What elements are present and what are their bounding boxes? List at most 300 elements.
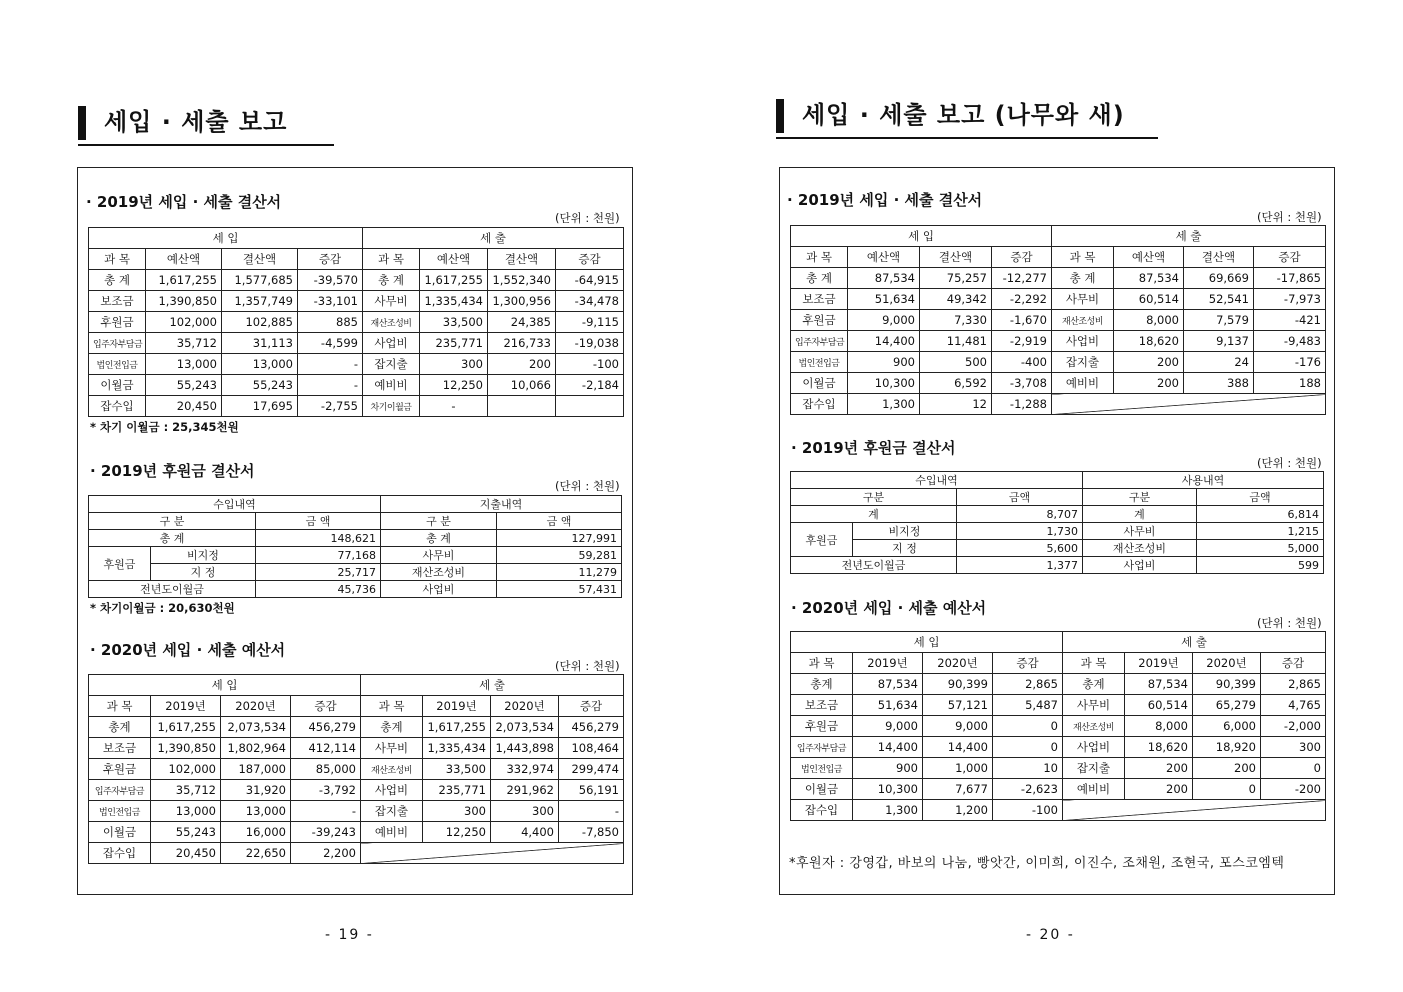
column-header: 증감	[993, 653, 1063, 674]
table-cell: -33,101	[298, 291, 363, 312]
donation-column-row	[89, 513, 622, 530]
table-cell: 예비비	[1063, 779, 1125, 800]
table-cell: 885	[298, 312, 363, 333]
table-cell: 2,865	[993, 674, 1063, 695]
table-cell: -64,915	[556, 270, 624, 291]
left-settlement-table	[88, 227, 624, 417]
table-cell: 사무비	[361, 738, 423, 759]
table-cell: 35,712	[146, 333, 222, 354]
table-cell: 이월금	[89, 822, 151, 843]
column-header: 증감	[1254, 247, 1326, 268]
left-heading-text: 세입 · 세출 보고	[104, 108, 288, 136]
right-budget-title: · 2020년 세입 · 세출 예산서	[791, 599, 987, 617]
table-cell: 102,000	[151, 759, 221, 780]
table-cell: 전년도이월금	[791, 557, 957, 574]
table-cell: 1,357,749	[222, 291, 298, 312]
column-header: 금액	[957, 489, 1083, 506]
table-cell: 지 정	[853, 540, 957, 557]
expense-group-header: 세 출	[1063, 632, 1326, 653]
table-cell: 잡지출	[1063, 758, 1125, 779]
table-cell: 14,400	[853, 737, 923, 758]
column-header: 예산액	[848, 247, 920, 268]
table-cell: 잡수입	[791, 394, 848, 415]
empty-diagonal-cell	[1052, 394, 1326, 415]
table-cell: 25,717	[256, 564, 381, 581]
table-cell: 10,066	[488, 375, 556, 396]
table-cell: 5,600	[957, 540, 1083, 557]
group-header-row	[791, 632, 1326, 653]
table-cell: 412,114	[291, 738, 361, 759]
left-unit-label-1: (단위 : 천원)	[555, 211, 620, 225]
left-donation-table	[88, 495, 622, 598]
table-cell: 9,000	[923, 716, 993, 737]
table-row	[89, 738, 624, 759]
table-cell: 11,481	[920, 331, 992, 352]
table-cell: 235,771	[423, 780, 491, 801]
table-cell: -1,670	[992, 310, 1052, 331]
heading-bar	[776, 99, 784, 133]
table-cell: 87,534	[853, 674, 923, 695]
column-header: 결산액	[222, 249, 298, 270]
table-cell: 35,712	[151, 780, 221, 801]
table-cell: 60,514	[1125, 695, 1193, 716]
right-donation-table	[790, 471, 1324, 574]
column-header: 과 목	[89, 249, 146, 270]
table-cell: 200	[488, 354, 556, 375]
heading-underline	[78, 144, 334, 146]
table-cell: 사무비	[363, 291, 420, 312]
table-cell: 17,695	[222, 396, 298, 417]
table-cell: 127,991	[497, 530, 622, 547]
table-cell: 13,000	[222, 354, 298, 375]
table-cell: 90,399	[923, 674, 993, 695]
table-cell: 보조금	[791, 289, 848, 310]
table-cell: -9,483	[1254, 331, 1326, 352]
table-row	[89, 354, 624, 375]
table-cell: 잡수입	[89, 396, 146, 417]
table-cell: 총계	[89, 717, 151, 738]
left-page-heading	[78, 102, 287, 140]
table-cell: 사업비	[361, 780, 423, 801]
table-cell: 200	[1193, 758, 1261, 779]
table-cell: -	[291, 801, 361, 822]
table-cell: 14,400	[923, 737, 993, 758]
table-cell: 잡지출	[1052, 352, 1114, 373]
empty-diagonal-cell	[1063, 800, 1326, 821]
table-cell: -2,919	[992, 331, 1052, 352]
table-cell: -39,570	[298, 270, 363, 291]
table-cell: 200	[1114, 352, 1184, 373]
table-cell: 재산조성비	[1052, 310, 1114, 331]
column-header: 금액	[1197, 489, 1324, 506]
table-row	[791, 779, 1326, 800]
column-header: 2019년	[423, 696, 491, 717]
table-cell: 2,073,534	[491, 717, 559, 738]
table-cell: 22,650	[221, 843, 291, 864]
table-row	[791, 394, 1326, 415]
table-cell: 10,300	[848, 373, 920, 394]
table-cell: 300	[420, 354, 488, 375]
table-cell: 전년도이월금	[89, 581, 256, 598]
column-header-row	[791, 247, 1326, 268]
table-cell: 55,243	[151, 822, 221, 843]
table-cell: 75,257	[920, 268, 992, 289]
table-cell: 사무비	[1052, 289, 1114, 310]
table-cell: 잡지출	[363, 354, 420, 375]
table-row	[791, 737, 1326, 758]
table-cell: 9,000	[848, 310, 920, 331]
table-cell: 1,000	[923, 758, 993, 779]
table-cell: 20,450	[146, 396, 222, 417]
table-cell: 비지정	[853, 523, 957, 540]
table-cell: 69,669	[1184, 268, 1254, 289]
table-row	[89, 530, 622, 547]
column-header: 예산액	[146, 249, 222, 270]
column-header: 증감	[1261, 653, 1326, 674]
table-cell: 55,243	[146, 375, 222, 396]
right-heading-text: 세입 · 세출 보고 (나무와 새)	[802, 101, 1125, 129]
column-header: 증감	[556, 249, 624, 270]
group-header-row	[791, 226, 1326, 247]
table-cell: 87,534	[1125, 674, 1193, 695]
table-cell: 57,121	[923, 695, 993, 716]
spending-header: 지출내역	[381, 496, 622, 513]
table-row	[89, 581, 622, 598]
table-cell: 200	[1125, 758, 1193, 779]
table-cell: 51,634	[853, 695, 923, 716]
table-cell: 55,243	[222, 375, 298, 396]
table-cell: 388	[1184, 373, 1254, 394]
table-cell: 재산조성비	[363, 312, 420, 333]
table-cell: 사업비	[381, 581, 497, 598]
table-cell: 사무비	[1083, 523, 1197, 540]
table-cell: 재산조성비	[1063, 716, 1125, 737]
donation-group-cell: 후원금	[791, 523, 853, 557]
table-cell: 5,000	[1197, 540, 1324, 557]
table-cell: 456,279	[559, 717, 624, 738]
table-cell: 재산조성비	[381, 564, 497, 581]
table-cell: 잡수입	[89, 843, 151, 864]
table-cell: -2,000	[1261, 716, 1326, 737]
table-cell: 14,400	[848, 331, 920, 352]
table-cell: 보조금	[89, 738, 151, 759]
table-cell: 13,000	[221, 801, 291, 822]
left-donation-title: · 2019년 후원금 결산서	[90, 462, 255, 480]
table-cell: 8,000	[1114, 310, 1184, 331]
expense-group-header: 세 출	[361, 675, 624, 696]
income-header: 수입내역	[791, 472, 1083, 489]
table-cell: 5,487	[993, 695, 1063, 716]
table-cell: 56,191	[559, 780, 624, 801]
table-cell: 1,443,898	[491, 738, 559, 759]
table-row	[89, 375, 624, 396]
left-budget-table	[88, 674, 624, 864]
table-cell: 291,962	[491, 780, 559, 801]
table-row	[89, 759, 624, 780]
table-row	[791, 758, 1326, 779]
table-cell: 51,634	[848, 289, 920, 310]
heading-underline	[776, 137, 1158, 139]
table-cell	[488, 396, 556, 417]
table-row	[791, 800, 1326, 821]
table-cell: 59,281	[497, 547, 622, 564]
table-cell: 이월금	[89, 375, 146, 396]
table-cell: -34,478	[556, 291, 624, 312]
table-row	[791, 289, 1326, 310]
revenue-group-header: 세 입	[791, 632, 1063, 653]
table-cell: 1,617,255	[146, 270, 222, 291]
donation-head-row	[791, 472, 1324, 489]
left-unit-label-3: (단위 : 천원)	[555, 659, 620, 673]
table-cell: 6,814	[1197, 506, 1324, 523]
table-cell: 12,250	[420, 375, 488, 396]
left-page-number: - 19 -	[325, 927, 374, 943]
table-cell: -1,288	[992, 394, 1052, 415]
donation-head-row	[89, 496, 622, 513]
table-cell: 1,335,434	[423, 738, 491, 759]
right-unit-label-3: (단위 : 천원)	[1257, 616, 1322, 630]
table-cell: 1,300,956	[488, 291, 556, 312]
table-cell: 1,617,255	[423, 717, 491, 738]
table-cell: 이월금	[791, 779, 853, 800]
table-cell: -19,038	[556, 333, 624, 354]
table-cell	[556, 396, 624, 417]
table-row	[89, 396, 624, 417]
table-cell: 법인전입금	[791, 352, 848, 373]
table-cell: 1,200	[923, 800, 993, 821]
table-cell: -2,623	[993, 779, 1063, 800]
group-header-row	[89, 675, 624, 696]
table-row	[89, 843, 624, 864]
left-unit-label-2: (단위 : 천원)	[555, 479, 620, 493]
table-cell: 60,514	[1114, 289, 1184, 310]
table-cell: -3,708	[992, 373, 1052, 394]
table-cell: -17,865	[1254, 268, 1326, 289]
table-cell: 49,342	[920, 289, 992, 310]
table-cell: 87,534	[1114, 268, 1184, 289]
table-cell: 13,000	[146, 354, 222, 375]
table-cell: 200	[1125, 779, 1193, 800]
right-page-heading	[776, 95, 1125, 133]
column-header: 과 목	[791, 247, 848, 268]
table-row	[89, 822, 624, 843]
table-cell: 1,390,850	[146, 291, 222, 312]
table-cell: -100	[993, 800, 1063, 821]
table-cell: 사업비	[1083, 557, 1197, 574]
table-row	[791, 268, 1326, 289]
table-cell: 1,300	[848, 394, 920, 415]
table-cell: -176	[1254, 352, 1326, 373]
column-header: 결산액	[1184, 247, 1254, 268]
table-row	[89, 564, 622, 581]
table-cell: 4,765	[1261, 695, 1326, 716]
left-carryover-note-2: * 차기이월금 : 20,630천원	[90, 601, 235, 615]
table-cell: 31,113	[222, 333, 298, 354]
table-cell: 총 계	[89, 270, 146, 291]
table-cell: 1,617,255	[420, 270, 488, 291]
right-budget-table	[790, 631, 1326, 821]
column-header: 구분	[1083, 489, 1197, 506]
table-cell: 24	[1184, 352, 1254, 373]
table-cell: 65,279	[1193, 695, 1261, 716]
table-row	[89, 717, 624, 738]
table-cell: 입주자부담금	[791, 737, 853, 758]
column-header: 금 액	[497, 513, 622, 530]
column-header: 2020년	[491, 696, 559, 717]
column-header: 2020년	[221, 696, 291, 717]
table-cell: 31,920	[221, 780, 291, 801]
table-cell: -	[559, 801, 624, 822]
expense-group-header: 세 출	[1052, 226, 1326, 247]
table-cell: 총 계	[791, 268, 848, 289]
table-cell: 1,577,685	[222, 270, 298, 291]
table-cell: -200	[1261, 779, 1326, 800]
table-cell: 13,000	[151, 801, 221, 822]
table-cell: 0	[1261, 758, 1326, 779]
table-cell: 지 정	[151, 564, 256, 581]
table-cell: 1,215	[1197, 523, 1324, 540]
table-cell: 1,552,340	[488, 270, 556, 291]
column-header: 과 목	[363, 249, 420, 270]
table-cell: 입주자부담금	[791, 331, 848, 352]
right-unit-label-1: (단위 : 천원)	[1257, 210, 1322, 224]
table-cell: 299,474	[559, 759, 624, 780]
donation-group-cell: 후원금	[89, 547, 151, 581]
table-cell: 잡지출	[361, 801, 423, 822]
table-cell: 599	[1197, 557, 1324, 574]
table-row	[791, 506, 1324, 523]
table-row	[89, 312, 624, 333]
column-header: 금 액	[256, 513, 381, 530]
table-cell: 332,974	[491, 759, 559, 780]
table-cell: 12	[920, 394, 992, 415]
column-header: 과 목	[791, 653, 853, 674]
left-settlement-title: · 2019년 세입 · 세출 결산서	[86, 193, 282, 211]
column-header: 예산액	[420, 249, 488, 270]
column-header: 증감	[559, 696, 624, 717]
table-cell: 90,399	[1193, 674, 1261, 695]
left-budget-title: · 2020년 세입 · 세출 예산서	[90, 641, 286, 659]
table-cell: 18,620	[1125, 737, 1193, 758]
table-cell: 법인전입금	[89, 354, 146, 375]
table-cell: 187,000	[221, 759, 291, 780]
table-cell: 입주자부담금	[89, 780, 151, 801]
table-cell: 사무비	[381, 547, 497, 564]
table-cell: 2,073,534	[221, 717, 291, 738]
table-cell: -400	[992, 352, 1052, 373]
table-cell: 총 계	[363, 270, 420, 291]
table-cell: 7,677	[923, 779, 993, 800]
table-cell: 1,300	[853, 800, 923, 821]
table-row	[89, 270, 624, 291]
table-row	[89, 333, 624, 354]
table-cell: 235,771	[420, 333, 488, 354]
column-header: 결산액	[488, 249, 556, 270]
table-row	[791, 352, 1326, 373]
table-cell: 20,450	[151, 843, 221, 864]
table-cell: 300	[491, 801, 559, 822]
table-cell: 사업비	[1052, 331, 1114, 352]
table-cell: 0	[993, 737, 1063, 758]
table-row	[89, 780, 624, 801]
table-cell: 보조금	[791, 695, 853, 716]
group-header-row	[89, 228, 624, 249]
table-cell: 8,000	[1125, 716, 1193, 737]
table-cell: 총계	[791, 674, 853, 695]
table-cell: 잡수입	[791, 800, 853, 821]
column-header: 2019년	[151, 696, 221, 717]
right-settlement-title: · 2019년 세입 · 세출 결산서	[787, 191, 983, 209]
table-row	[791, 373, 1326, 394]
spending-header: 사용내역	[1083, 472, 1324, 489]
table-cell: 계	[791, 506, 957, 523]
table-cell: 1,377	[957, 557, 1083, 574]
table-cell: 24,385	[488, 312, 556, 333]
table-cell: 비지정	[151, 547, 256, 564]
table-cell: 재산조성비	[361, 759, 423, 780]
table-cell: 7,330	[920, 310, 992, 331]
table-cell: -4,599	[298, 333, 363, 354]
table-cell: 10,300	[853, 779, 923, 800]
column-header: 증감	[992, 247, 1052, 268]
revenue-group-header: 세 입	[791, 226, 1052, 247]
table-cell: 0	[993, 716, 1063, 737]
table-cell: -	[420, 396, 488, 417]
table-cell: 1,617,255	[151, 717, 221, 738]
table-cell: 후원금	[89, 759, 151, 780]
column-header: 2019년	[1125, 653, 1193, 674]
table-cell: 총 계	[1052, 268, 1114, 289]
table-cell: 216,733	[488, 333, 556, 354]
column-header: 과 목	[361, 696, 423, 717]
column-header: 2019년	[853, 653, 923, 674]
column-header: 구 분	[381, 513, 497, 530]
table-cell: 차기이월금	[363, 396, 420, 417]
table-cell: 12,250	[423, 822, 491, 843]
table-cell: 456,279	[291, 717, 361, 738]
table-cell: 16,000	[221, 822, 291, 843]
column-header: 구 분	[89, 513, 256, 530]
table-cell: 7,579	[1184, 310, 1254, 331]
table-cell: 9,000	[853, 716, 923, 737]
left-carryover-note-1: * 차기 이월금 : 25,345천원	[90, 420, 239, 434]
table-cell: 300	[1261, 737, 1326, 758]
table-cell: -3,792	[291, 780, 361, 801]
column-header: 증감	[291, 696, 361, 717]
table-cell: 11,279	[497, 564, 622, 581]
table-cell: 900	[848, 352, 920, 373]
table-cell: 사무비	[1063, 695, 1125, 716]
table-cell: 102,885	[222, 312, 298, 333]
table-row	[791, 310, 1326, 331]
table-cell: -421	[1254, 310, 1326, 331]
column-header-row	[791, 653, 1326, 674]
table-cell: 102,000	[146, 312, 222, 333]
table-cell: 57,431	[497, 581, 622, 598]
column-header: 결산액	[920, 247, 992, 268]
table-cell: 1,802,964	[221, 738, 291, 759]
revenue-group-header: 세 입	[89, 228, 363, 249]
table-cell: 87,534	[848, 268, 920, 289]
right-unit-label-2: (단위 : 천원)	[1257, 456, 1322, 470]
column-header-row	[89, 696, 624, 717]
table-cell: 2,200	[291, 843, 361, 864]
table-cell: 예비비	[361, 822, 423, 843]
revenue-group-header: 세 입	[89, 675, 361, 696]
table-cell: 법인전입금	[791, 758, 853, 779]
right-donation-title: · 2019년 후원금 결산서	[791, 439, 956, 457]
heading-bar	[78, 106, 86, 140]
